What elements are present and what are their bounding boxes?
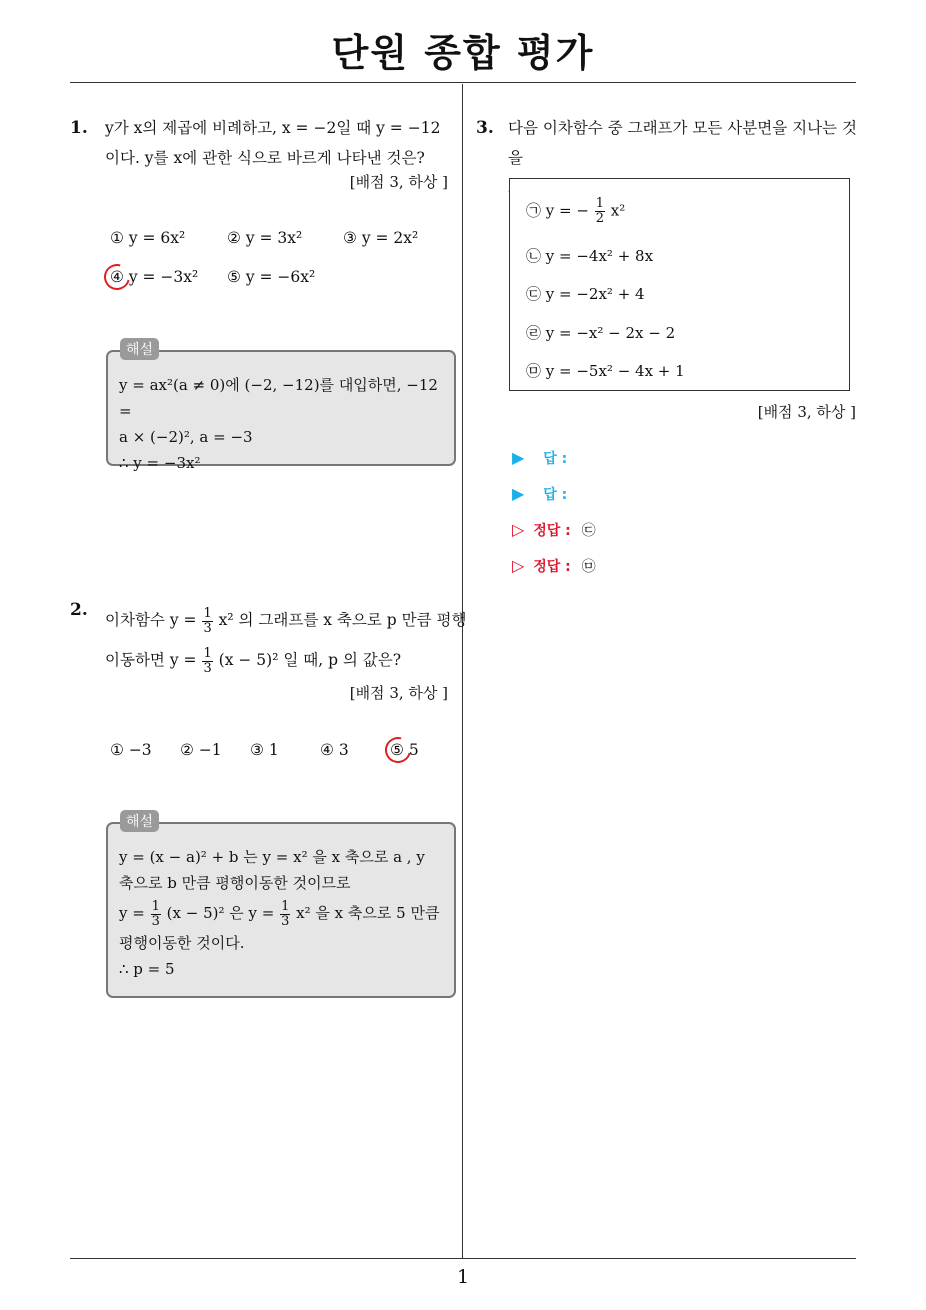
option-5[interactable]: ㉤ y = −5x² − 4x + 1 xyxy=(526,362,685,380)
solution-segment: x² 을 x 축으로 5 만큼 xyxy=(296,904,440,922)
solution-line xyxy=(119,896,449,930)
option-4[interactable]: ㉣ y = −x² − 2x − 2 xyxy=(526,324,676,342)
correct-answer-line-2 xyxy=(512,556,596,576)
fraction-numerator: 1 xyxy=(281,898,290,914)
fraction-one-half xyxy=(595,197,605,226)
question-2-line-1 xyxy=(105,600,465,640)
fraction-numerator: 1 xyxy=(595,196,604,211)
question-2-solution-box xyxy=(106,822,456,998)
question-1-line-2: 이다. y를 x에 관한 식으로 바르게 나타낸 것은? xyxy=(105,149,425,167)
solution-line: ∴ y = −3x² xyxy=(119,454,201,472)
question-1-choice-3[interactable]: ③ y = 2x² xyxy=(343,229,419,247)
fraction-one-third xyxy=(202,647,212,676)
bottom-divider xyxy=(70,1258,856,1259)
line-suffix: x² 의 그래프를 x 축으로 p 만큼 평행 xyxy=(218,611,467,629)
fraction-one-third xyxy=(280,900,290,929)
question-1-choice-5[interactable]: ⑤ y = −6x² xyxy=(227,268,316,286)
correct-answer-line-1 xyxy=(512,520,596,540)
question-2-number: 2. xyxy=(70,600,88,620)
solution-line: 축으로 b 만큼 평행이동한 것이므로 xyxy=(119,874,351,892)
question-2-text xyxy=(105,600,465,680)
play-arrow-icon: ▶ xyxy=(512,484,525,503)
fraction-denominator: 3 xyxy=(203,660,212,676)
page-title: 단원 종합 평가 xyxy=(331,31,595,75)
question-1-solution xyxy=(119,372,449,476)
question-2-solution xyxy=(119,844,449,982)
correct-answer-label: 정답 : xyxy=(533,523,571,539)
question-1-solution-tag: 해설 xyxy=(120,338,159,360)
question-2-choice-4[interactable]: ④ 3 xyxy=(320,741,349,759)
question-3-number: 3. xyxy=(476,118,494,138)
question-2-line-2 xyxy=(105,640,465,680)
fraction-numerator: 1 xyxy=(203,645,212,661)
fraction-numerator: 1 xyxy=(151,898,160,914)
solution-line: 평행이동한 것이다. xyxy=(119,934,245,952)
fraction-one-third xyxy=(202,607,212,636)
option-3[interactable]: ㉢ y = −2x² + 4 xyxy=(526,285,645,303)
question-1-choice-4[interactable]: ④ y = −3x² xyxy=(110,268,199,286)
answer-label: 답 : xyxy=(543,487,568,503)
fraction-denominator: 3 xyxy=(151,913,160,929)
play-arrow-icon: ▶ xyxy=(512,448,525,467)
selected-answer-mark xyxy=(380,732,416,768)
solution-segment: (x − 5)² 은 y = xyxy=(166,904,275,922)
question-1-score: [배점 3, 하상 ] xyxy=(349,173,448,191)
solution-segment: y = xyxy=(119,904,145,922)
option-1[interactable] xyxy=(526,197,625,226)
correct-answer-label: 정답 : xyxy=(533,559,571,575)
option-segment: ㉠ y = − xyxy=(526,201,589,220)
solution-line: y = ax²(a ≠ 0)에 (−2, −12)를 대입하면, −12 = xyxy=(119,376,438,420)
question-1-line-1: y가 x의 제곱에 비례하고, x = −2일 때 y = −12 xyxy=(105,119,441,137)
question-1-solution-box xyxy=(106,350,456,472)
correct-answer-value: ㉤ xyxy=(581,559,596,575)
question-1-choice-2[interactable]: ② y = 3x² xyxy=(227,229,303,247)
correct-answer-value: ㉢ xyxy=(581,523,596,539)
question-3-line-1: 다음 이차함수 중 그래프가 모든 사분면을 지나는 것을 xyxy=(508,119,857,167)
question-1-number: 1. xyxy=(70,118,88,138)
solution-line: ∴ p = 5 xyxy=(119,960,175,978)
solution-line: a × (−2)², a = −3 xyxy=(119,428,253,446)
fraction-one-third xyxy=(151,900,161,929)
solution-line: y = (x − a)² + b 는 y = x² 을 x 축으로 a , y xyxy=(119,848,425,866)
fraction-denominator: 2 xyxy=(595,211,604,226)
question-1-choice-1[interactable]: ① y = 6x² xyxy=(110,229,186,247)
selected-answer-mark xyxy=(99,259,135,295)
question-2-choice-2[interactable]: ② −1 xyxy=(180,741,222,759)
question-2-choice-1[interactable]: ① −3 xyxy=(110,741,152,759)
question-2-score: [배점 3, 하상 ] xyxy=(349,684,448,702)
answer-line-2[interactable] xyxy=(512,484,567,504)
option-2[interactable]: ㉡ y = −4x² + 8x xyxy=(526,247,654,265)
question-2-choice-5[interactable]: ⑤ 5 xyxy=(390,741,419,759)
line-prefix: 이차함수 y = xyxy=(105,611,197,629)
question-1-text xyxy=(105,113,460,173)
outline-arrow-icon: ▷ xyxy=(512,520,525,539)
option-segment: x² xyxy=(610,201,626,220)
answer-label: 답 : xyxy=(543,451,568,467)
line-prefix: 이동하면 y = xyxy=(105,651,197,669)
fraction-denominator: 3 xyxy=(281,913,290,929)
line-suffix: (x − 5)² 일 때, p 의 값은? xyxy=(218,651,402,669)
outline-arrow-icon: ▷ xyxy=(512,556,525,575)
question-2-choice-3[interactable]: ③ 1 xyxy=(250,741,279,759)
fraction-denominator: 3 xyxy=(203,620,212,636)
question-3-score: [배점 3, 하상 ] xyxy=(757,403,856,421)
page-number: 1 xyxy=(456,1266,470,1288)
answer-line-1[interactable] xyxy=(512,448,567,468)
fraction-numerator: 1 xyxy=(203,605,212,621)
top-divider xyxy=(70,82,856,83)
question-2-solution-tag: 해설 xyxy=(120,810,159,832)
question-3-options-box xyxy=(509,178,850,391)
